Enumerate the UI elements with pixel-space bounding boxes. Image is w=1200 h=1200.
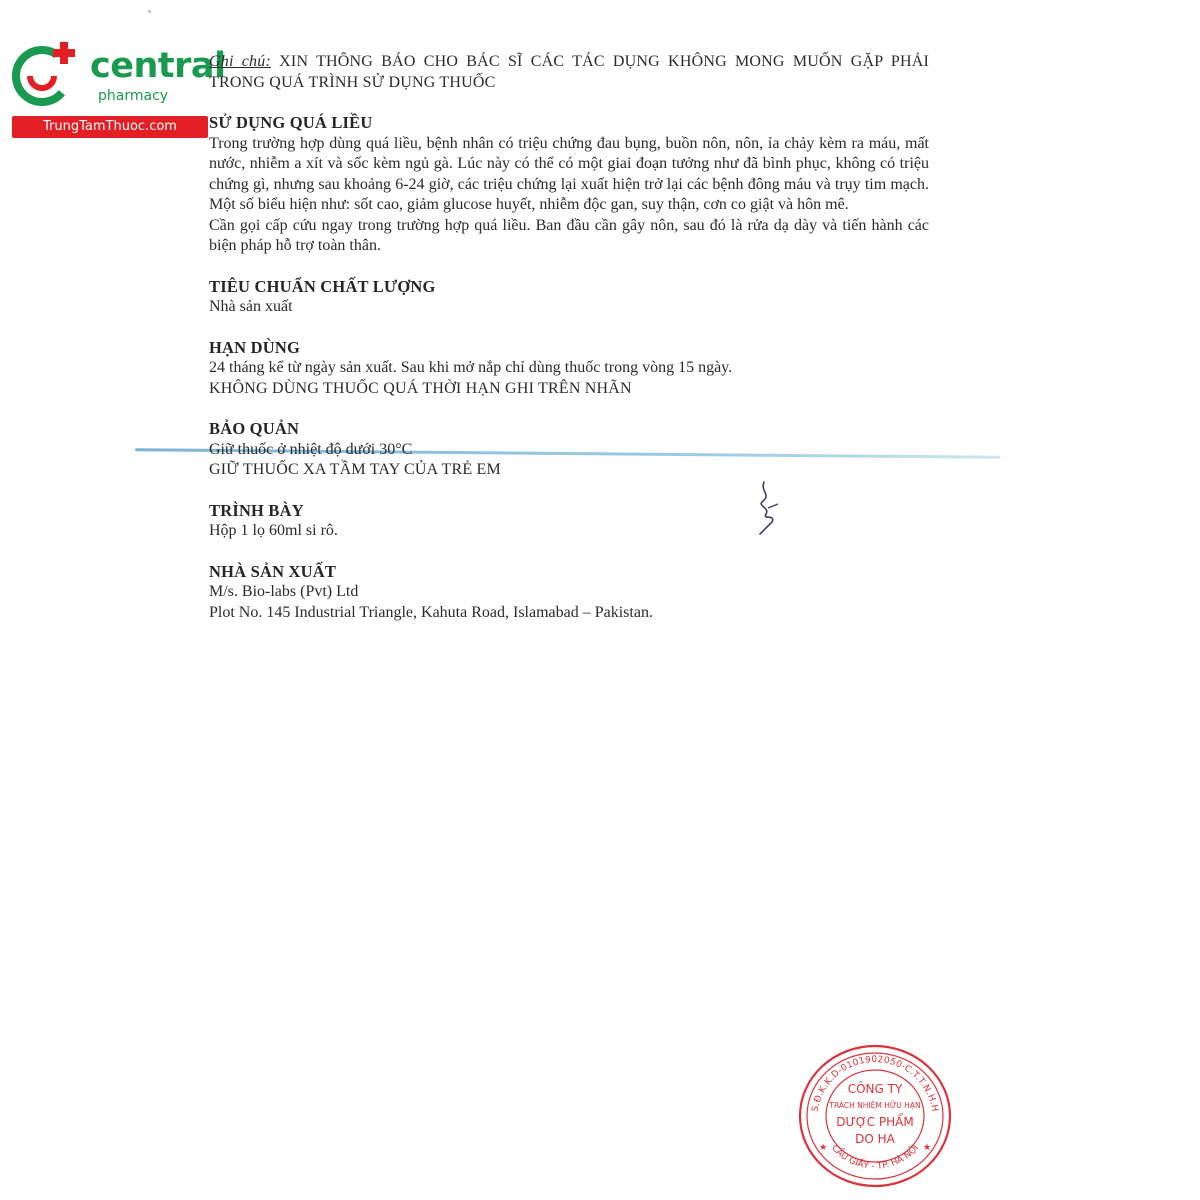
section-manufacturer — [209, 562, 929, 624]
presentation-heading: TRÌNH BÀY — [209, 500, 304, 520]
note-paragraph — [209, 52, 929, 93]
overdose-paragraph-1: Trong trường hợp dùng quá liều, bệnh nhân có triệu chứng đau bụng, buồn nôn, nôn, ỉa chảy kèm ra máu, mất nước, nhiễm a xít và sốc kèm ngủ gà. Lúc này có thể có một giai đoạn tưởng như đã bình phục, không có triệu chứng gì, nhưng sau khoảng 6-24 giờ, các triệu chứng lại xuất hiện trở lại các bệnh đông máu và trụy tim mạch. Một số biểu hiện như: sốt cao, giảm glucose huyết, nhiễm độc gan, suy thận, cơn co giật và hôn mê. — [209, 134, 929, 213]
seal-ring-bottom-text: CẦU GIẤY - TP. HÀ NỘI — [829, 1143, 921, 1172]
seal-line-2: TRÁCH NHIỆM HỮU HẠN — [829, 1101, 921, 1110]
presentation-text: Hộp 1 lọ 60ml si rô. — [209, 522, 338, 539]
storage-line-2: GIỮ THUỐC XA TẦM TAY CỦA TRẺ EM — [209, 461, 501, 478]
storage-line-1: Giữ thuốc ở nhiệt độ dưới 30°C — [209, 440, 413, 458]
logo-subtitle: pharmacy — [98, 88, 169, 104]
storage-heading: BẢO QUẢN — [209, 419, 300, 438]
section-quality — [209, 277, 929, 318]
overdose-paragraph-2: Cần gọi cấp cứu ngay trong trường hợp quá liều. Ban đầu cần gây nôn, sau đó là rửa dạ dày và tiến hành các biện pháp hỗ trợ toàn thân. — [209, 216, 929, 254]
overdose-heading: SỬ DỤNG QUÁ LIỀU — [209, 113, 373, 132]
quality-text: Nhà sản xuất — [209, 298, 293, 315]
quality-heading: TIÊU CHUẨN CHẤT LƯỢNG — [209, 276, 436, 296]
expiry-line-2: KHÔNG DÙNG THUỐC QUÁ THỜI HẠN GHI TRÊN NHÃN — [209, 379, 632, 397]
manufacturer-heading: NHÀ SẢN XUẤT — [209, 561, 337, 581]
expiry-line-1: 24 tháng kể từ ngày sản xuất. Sau khi mở nắp chỉ dùng thuốc trong vòng 15 ngày. — [209, 359, 733, 376]
seal-star-right-icon: ★ — [923, 1143, 932, 1153]
manufacturer-address: Plot No. 145 Industrial Triangle, Kahuta Road, Islamabad – Pakistan. — [209, 603, 653, 621]
section-presentation — [209, 501, 929, 542]
svg-text:CẦU GIẤY - TP. HÀ NỘI — [829, 1143, 921, 1172]
leaflet-body — [209, 52, 929, 623]
signature-mark — [750, 478, 790, 538]
seal-line-3: DƯỢC PHẨM — [836, 1115, 914, 1129]
company-seal — [795, 1038, 955, 1188]
logo-url-banner: TrungTamThuoc.com — [12, 116, 208, 138]
central-pharmacy-logo[interactable] — [8, 36, 226, 146]
expiry-heading: HẠN DÙNG — [209, 337, 300, 357]
logo-mark-icon — [8, 36, 92, 114]
section-overdose — [209, 113, 929, 257]
note-label: Ghi chú: — [209, 53, 271, 70]
section-expiry — [209, 338, 929, 400]
seal-ring-text: S.Đ.K.K.D-0101902050-C.T.T.N.H.H — [810, 1054, 940, 1113]
manufacturer-name: M/s. Bio-labs (Pvt) Ltd — [209, 583, 359, 600]
seal-line-4: DO HA — [855, 1132, 895, 1146]
note-text: XIN THÔNG BÁO CHO BÁC SĨ CÁC TÁC DỤNG KHÔNG MONG MUỐN GẶP PHẢI TRONG QUÁ TRÌNH SỬ DỤNG THUỐC — [209, 53, 930, 91]
seal-star-left-icon: ★ — [819, 1143, 828, 1153]
section-storage — [209, 419, 929, 481]
logo-brand-name: central — [90, 46, 226, 86]
seal-line-1: CÔNG TY — [847, 1082, 903, 1096]
scan-speck — [148, 10, 151, 13]
